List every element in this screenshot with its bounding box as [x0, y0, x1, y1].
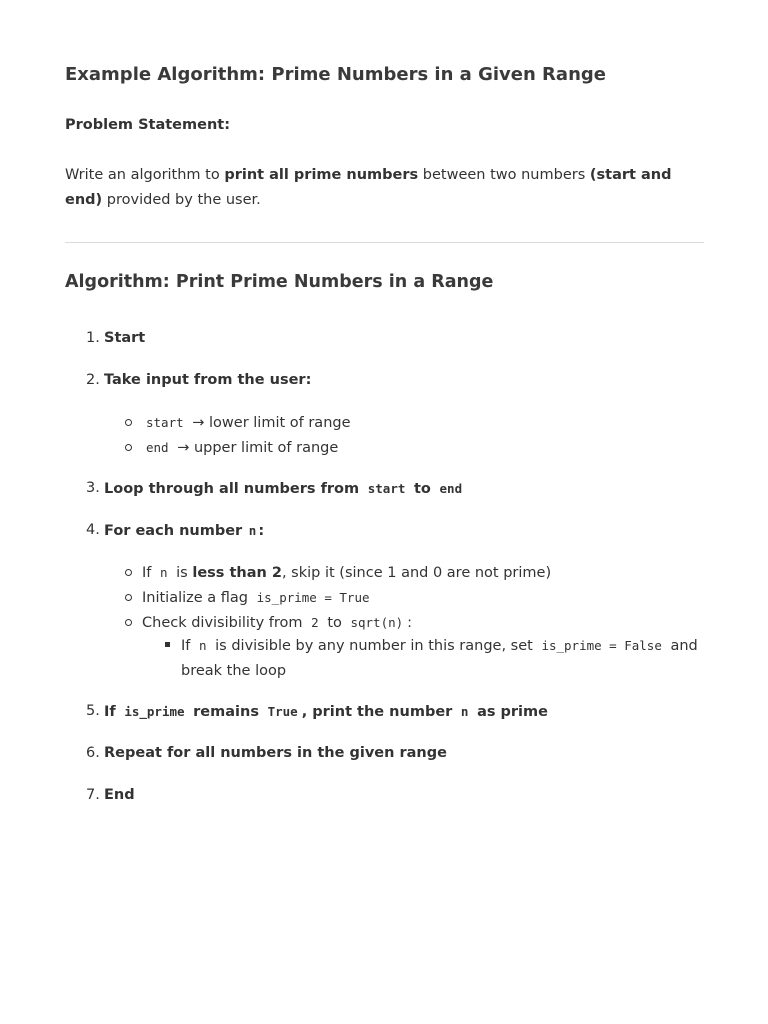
- code-sqrt-n: sqrt(n): [350, 615, 404, 630]
- problem-statement-text: [65, 163, 705, 213]
- circle-bullet-icon: [125, 444, 132, 451]
- step-text: Loop through all numbers from: [104, 481, 360, 497]
- code-n: n: [460, 704, 469, 719]
- step-number: 6.: [86, 745, 100, 761]
- step-label: Start: [104, 330, 146, 346]
- circle-bullet-icon: [125, 569, 132, 576]
- item-text: Check divisibility from: [142, 615, 303, 631]
- nested-list-item: [181, 633, 701, 684]
- list-item: [142, 560, 551, 586]
- problem-bold-2: (start and end): [65, 167, 672, 208]
- code-start: start: [367, 481, 406, 496]
- problem-statement-heading: Problem Statement:: [65, 117, 231, 133]
- step-number: 1.: [86, 330, 100, 346]
- step-text: to: [414, 481, 431, 497]
- list-item: [142, 435, 338, 461]
- item-text: and break the loop: [181, 638, 698, 679]
- step-number: 3.: [86, 480, 100, 496]
- problem-text-2: between two numbers: [418, 167, 590, 183]
- code-end: end: [146, 440, 169, 455]
- step-text: , print the number: [301, 704, 453, 720]
- code-true: True: [267, 704, 298, 719]
- page-title: Example Algorithm: Prime Numbers in a Given Range: [65, 64, 606, 85]
- step-text: remains: [193, 704, 259, 720]
- code-n: n: [160, 565, 168, 580]
- list-item: [142, 585, 374, 611]
- step-content: [104, 699, 548, 725]
- step-content: [104, 518, 264, 544]
- step-label: Repeat for all numbers in the given range: [104, 745, 447, 761]
- item-text: → upper limit of range: [177, 440, 339, 456]
- item-text: → lower limit of range: [192, 415, 351, 431]
- item-text: If: [142, 565, 152, 581]
- circle-bullet-icon: [125, 594, 132, 601]
- step-content: [104, 476, 466, 502]
- step-text: For each number: [104, 523, 243, 539]
- step-number: 2.: [86, 372, 100, 388]
- item-text: is: [176, 565, 188, 581]
- code-n: n: [248, 523, 257, 538]
- square-bullet-icon: [165, 642, 170, 647]
- step-number: 7.: [86, 787, 100, 803]
- item-text: , skip it (since 1 and 0 are not prime): [281, 565, 552, 581]
- code-is-prime: is_prime: [124, 704, 185, 719]
- problem-text-1: Write an algorithm to: [65, 167, 225, 183]
- code-is-prime-false: is_prime = False: [541, 638, 662, 653]
- code-start: start: [146, 415, 184, 430]
- list-item: [142, 410, 351, 436]
- section-divider: [65, 242, 704, 243]
- code-n: n: [199, 638, 207, 653]
- item-text: If: [181, 638, 191, 654]
- item-bold: less than 2: [192, 565, 282, 581]
- step-text: :: [258, 523, 265, 539]
- step-text: as prime: [477, 704, 548, 720]
- item-text: Initialize a flag: [142, 590, 249, 606]
- code-end: end: [439, 481, 463, 496]
- step-number: 5.: [86, 703, 100, 719]
- algorithm-heading: Algorithm: Print Prime Numbers in a Range: [65, 272, 494, 292]
- step-label: End: [104, 787, 135, 803]
- circle-bullet-icon: [125, 619, 132, 626]
- item-text: is divisible by any number in this range, set: [215, 638, 533, 654]
- problem-bold-1: print all prime numbers: [224, 167, 419, 183]
- problem-text-3: provided by the user.: [102, 192, 261, 208]
- circle-bullet-icon: [125, 419, 132, 426]
- code-2: 2: [311, 615, 319, 630]
- step-number: 4.: [86, 522, 100, 538]
- step-label: Take input from the user:: [104, 372, 312, 388]
- step-text: If: [104, 704, 116, 720]
- item-text: :: [407, 615, 413, 631]
- code-is-prime-true: is_prime = True: [256, 590, 370, 605]
- item-text: to: [327, 615, 342, 631]
